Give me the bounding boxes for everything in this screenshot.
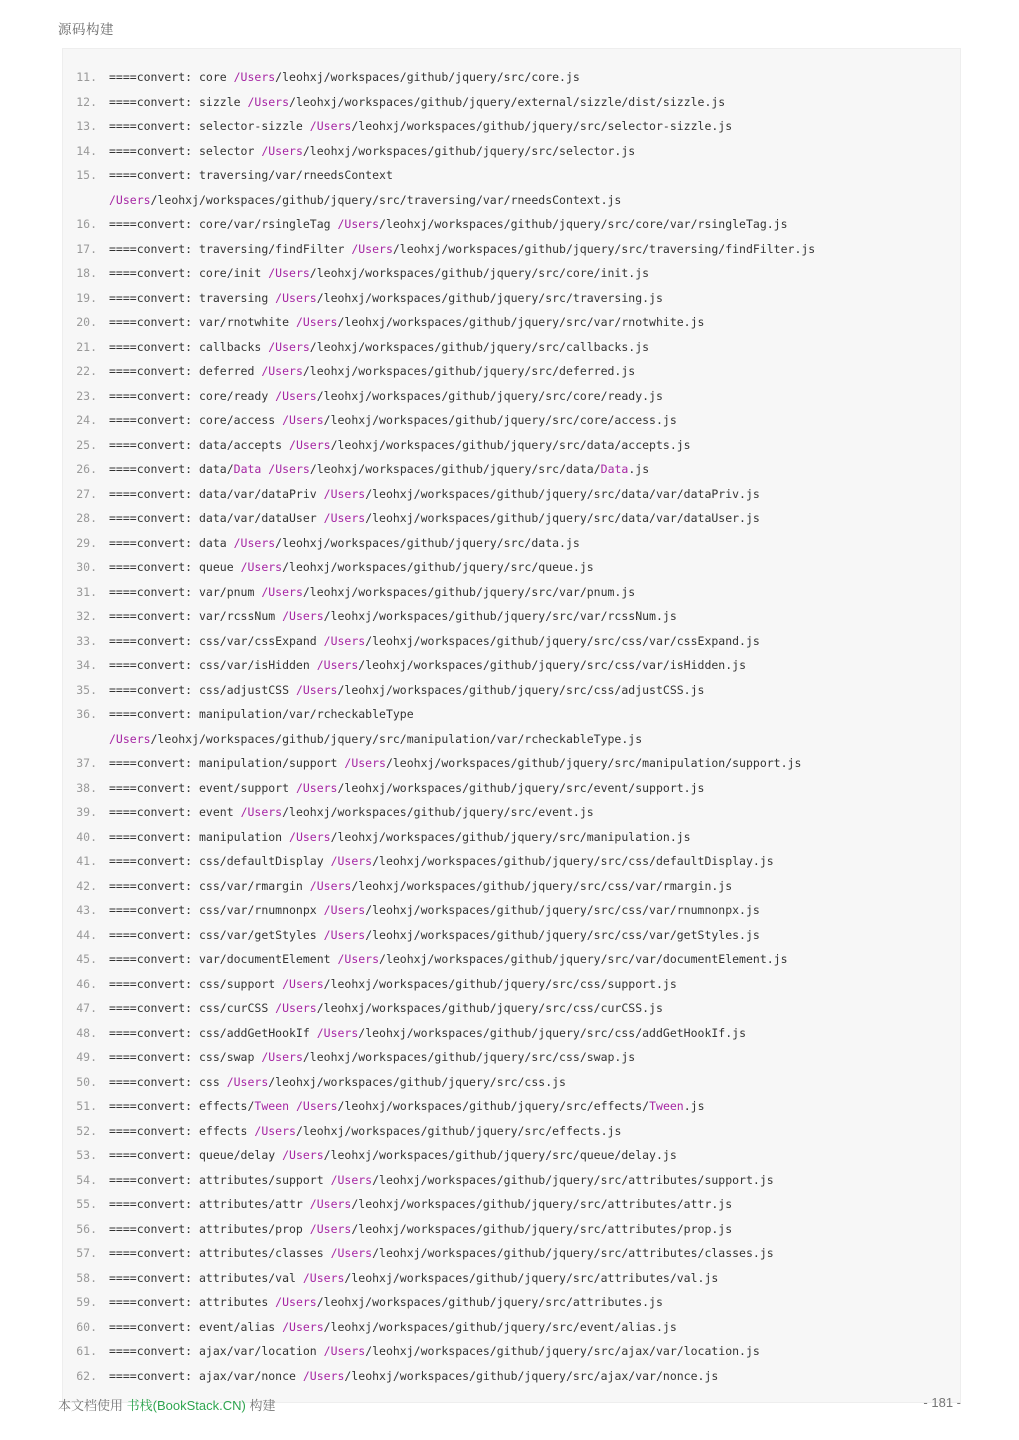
- code-line: [63, 212, 960, 237]
- code-line: [63, 408, 960, 433]
- code-token: /Users: [351, 241, 393, 256]
- page-header: [0, 0, 1019, 37]
- code-line: [63, 163, 960, 188]
- line-number: 26.: [76, 462, 97, 476]
- line-number: 39.: [76, 805, 97, 819]
- code-token: /Users: [261, 584, 303, 599]
- code-line-continuation: [63, 188, 960, 213]
- footer-credit: [58, 1395, 275, 1414]
- code-token: /Users: [254, 1123, 296, 1138]
- line-text: ====convert: ajax/var/nonce /Users/leohxj/workspaces/github/jquery/src/ajax/var/nonce.js: [109, 1368, 719, 1383]
- footer-prefix: 本文档使用: [58, 1398, 127, 1413]
- code-token: /Users: [316, 1025, 359, 1040]
- line-number: 37.: [76, 756, 97, 770]
- line-text: ====convert: data /Users/leohxj/workspaces/github/jquery/src/data.js: [109, 535, 580, 550]
- code-token: /Users: [302, 1270, 345, 1285]
- line-number: 11.: [76, 70, 97, 84]
- line-text: ====convert: traversing/var/rneedsContext: [109, 168, 393, 182]
- code-line: [63, 996, 960, 1021]
- line-number: 22.: [76, 364, 97, 378]
- code-line: [63, 286, 960, 311]
- code-line: [63, 1070, 960, 1095]
- line-number: 23.: [76, 388, 97, 403]
- code-token: Data: [600, 462, 629, 476]
- line-text: ====convert: css/addGetHookIf /Users/leohxj/workspaces/github/jquery/src/css/addGetHookIf.js: [109, 1025, 746, 1040]
- line-number: 28.: [76, 511, 97, 525]
- line-number: 21.: [76, 339, 97, 354]
- code-line: [63, 1290, 960, 1315]
- code-line: [63, 261, 960, 286]
- code-token: /Users: [289, 437, 331, 452]
- line-number: 34.: [76, 658, 97, 672]
- line-text: ====convert: manipulation/support /Users/leohxj/workspaces/github/jquery/src/manipulation/support.js: [109, 756, 802, 770]
- code-token: Data: [233, 462, 262, 476]
- line-number: 29.: [76, 535, 97, 550]
- code-token: /Users: [282, 1319, 324, 1334]
- code-line: [63, 776, 960, 801]
- line-text: ====convert: attributes /Users/leohxj/workspaces/github/jquery/src/attributes.js: [109, 1295, 663, 1309]
- line-number: 44.: [76, 927, 97, 942]
- code-token: /Users: [240, 805, 283, 819]
- line-number: 45.: [76, 952, 97, 966]
- line-text: ====convert: data/var/dataPriv /Users/leohxj/workspaces/github/jquery/src/data/var/dataPriv.js: [109, 486, 760, 501]
- code-token: /Users: [302, 1368, 345, 1383]
- line-number: 61.: [76, 1344, 97, 1358]
- code-token: /Users: [226, 1074, 269, 1089]
- page-number: - 181 -: [923, 1395, 961, 1410]
- line-text: ====convert: traversing /Users/leohxj/workspaces/github/jquery/src/traversing.js: [109, 290, 663, 305]
- code-token: /Users: [337, 952, 380, 966]
- code-token: /Users: [282, 609, 324, 623]
- line-text: ====convert: css /Users/leohxj/workspaces/github/jquery/src/css.js: [109, 1074, 566, 1089]
- line-text: ====convert: var/rnotwhite /Users/leohxj/workspaces/github/jquery/src/var/rnotwhite.js: [109, 315, 705, 329]
- code-token: /Users: [295, 682, 338, 697]
- code-line: [63, 1021, 960, 1046]
- code-token: /Users: [233, 70, 276, 84]
- line-number: 55.: [76, 1197, 97, 1211]
- line-text: ====convert: core/access /Users/leohxj/workspaces/github/jquery/src/core/access.js: [109, 413, 677, 427]
- code-token: /Users: [323, 1344, 366, 1358]
- line-number: 51.: [76, 1099, 97, 1113]
- footer-suffix: 构建: [245, 1398, 276, 1413]
- code-token: /Users: [275, 1001, 317, 1015]
- code-token: /Users: [282, 413, 324, 427]
- line-text: ====convert: attributes/prop /Users/leohxj/workspaces/github/jquery/src/attributes/prop.js: [109, 1221, 733, 1236]
- code-token: /Users: [282, 976, 324, 991]
- line-text: ====convert: sizzle /Users/leohxj/workspaces/github/jquery/external/sizzle/dist/sizzle.js: [109, 94, 726, 109]
- code-token: /Users: [275, 290, 317, 305]
- code-line: [63, 1168, 960, 1193]
- code-token: /Users: [344, 756, 386, 770]
- line-text: ====convert: event /Users/leohxj/workspaces/github/jquery/src/event.js: [109, 805, 594, 819]
- line-number: 12.: [76, 94, 97, 109]
- line-text: ====convert: css/var/cssExpand /Users/leohxj/workspaces/github/jquery/src/css/var/cssExpand.js: [109, 633, 760, 648]
- line-text: ====convert: attributes/support /Users/leohxj/workspaces/github/jquery/src/attributes/support.js: [109, 1172, 774, 1187]
- code-line-continuation: [63, 727, 960, 752]
- line-number: 60.: [76, 1319, 97, 1334]
- line-number: 24.: [76, 413, 97, 427]
- line-text: ====convert: css/var/rmargin /Users/leohxj/workspaces/github/jquery/src/css/var/rmargin.js: [109, 878, 733, 893]
- line-text: ====convert: ajax/var/location /Users/leohxj/workspaces/github/jquery/src/ajax/var/location.js: [109, 1344, 760, 1358]
- code-token: /Users: [323, 486, 366, 501]
- code-token: /Users: [309, 878, 352, 893]
- code-token: /Users: [261, 1050, 303, 1064]
- line-number: 32.: [76, 609, 97, 623]
- line-text: ====convert: data/var/dataUser /Users/leohxj/workspaces/github/jquery/src/data/var/dataUser.js: [109, 511, 760, 525]
- line-text: ====convert: css/adjustCSS /Users/leohxj/workspaces/github/jquery/src/css/adjustCSS.js: [109, 682, 705, 697]
- line-number: 52.: [76, 1123, 97, 1138]
- line-number: 25.: [76, 437, 97, 452]
- line-number: 59.: [76, 1295, 97, 1309]
- line-text: ====convert: attributes/attr /Users/leohxj/workspaces/github/jquery/src/attributes/attr.js: [109, 1197, 733, 1211]
- code-token: /Users: [109, 192, 151, 207]
- line-number: 27.: [76, 486, 97, 501]
- code-line: [63, 139, 960, 164]
- code-token: /Users: [233, 535, 276, 550]
- code-line: [63, 359, 960, 384]
- code-block: [62, 48, 961, 1403]
- code-token: /Users: [275, 1295, 317, 1309]
- line-text: ====convert: css/var/rnumnonpx /Users/leohxj/workspaces/github/jquery/src/css/var/rnumnonpx.js: [109, 903, 760, 917]
- line-number: 36.: [76, 707, 97, 721]
- code-line: [63, 1315, 960, 1340]
- code-token: /Users: [268, 339, 310, 354]
- line-number: 57.: [76, 1246, 97, 1260]
- code-token: /Users: [323, 633, 366, 648]
- code-token: /Users: [109, 731, 151, 746]
- line-text: ====convert: core/var/rsingleTag /Users/leohxj/workspaces/github/jquery/src/core/var/rsingleTag.js: [109, 217, 788, 231]
- line-text: ====convert: css/swap /Users/leohxj/workspaces/github/jquery/src/css/swap.js: [109, 1050, 636, 1064]
- line-text: ====convert: css/defaultDisplay /Users/leohxj/workspaces/github/jquery/src/css/defaultDisplay.js: [109, 854, 774, 868]
- code-token: /Users: [309, 119, 352, 133]
- line-number: 38.: [76, 780, 97, 795]
- line-number: 43.: [76, 903, 97, 917]
- line-text: ====convert: traversing/findFilter /Users/leohxj/workspaces/github/jquery/src/traversing/findFilter.js: [109, 241, 816, 256]
- line-number: 42.: [76, 878, 97, 893]
- code-line: [63, 751, 960, 776]
- code-token: /Users: [323, 903, 366, 917]
- code-token: /Users: [289, 829, 331, 844]
- line-text: ====convert: selector /Users/leohxj/workspaces/github/jquery/src/selector.js: [109, 143, 636, 158]
- line-number: 53.: [76, 1148, 97, 1162]
- code-token: /Users: [323, 511, 366, 525]
- code-token: /Users: [295, 780, 338, 795]
- line-number: 48.: [76, 1025, 97, 1040]
- code-line: [63, 1119, 960, 1144]
- code-line: [63, 874, 960, 899]
- line-text: ====convert: callbacks /Users/leohxj/workspaces/github/jquery/src/callbacks.js: [109, 339, 650, 354]
- code-line: [63, 604, 960, 629]
- line-number: 50.: [76, 1074, 97, 1089]
- line-number: 14.: [76, 143, 97, 158]
- line-number: 40.: [76, 829, 97, 844]
- line-text: ====convert: effects /Users/leohxj/workspaces/github/jquery/src/effects.js: [109, 1123, 622, 1138]
- line-text: ====convert: css/var/getStyles /Users/leohxj/workspaces/github/jquery/src/css/var/getStyles.js: [109, 927, 760, 942]
- code-token: /Users: [282, 1148, 324, 1162]
- line-text: ====convert: attributes/val /Users/leohxj/workspaces/github/jquery/src/attributes/val.js: [109, 1270, 719, 1285]
- line-number: 30.: [76, 560, 97, 574]
- code-token: /Users: [268, 462, 310, 476]
- code-line: [63, 1094, 960, 1119]
- code-line: [63, 384, 960, 409]
- line-text: ====convert: data/Data /Users/leohxj/workspaces/github/jquery/src/data/Data.js: [109, 462, 650, 476]
- line-text: ====convert: data/accepts /Users/leohxj/workspaces/github/jquery/src/data/accepts.js: [109, 437, 691, 452]
- line-number: 56.: [76, 1221, 97, 1236]
- line-text: ====convert: event/support /Users/leohxj/workspaces/github/jquery/src/event/support.js: [109, 780, 705, 795]
- code-token: /Users: [330, 1246, 373, 1260]
- code-token: /Users: [261, 143, 303, 158]
- line-number: 41.: [76, 854, 97, 868]
- code-line: [63, 555, 960, 580]
- line-text: ====convert: deferred /Users/leohxj/workspaces/github/jquery/src/deferred.js: [109, 364, 636, 378]
- line-number: 31.: [76, 584, 97, 599]
- code-line: [63, 629, 960, 654]
- code-token: /Users: [309, 1197, 352, 1211]
- code-line: [63, 237, 960, 262]
- code-token: /Users: [295, 315, 338, 329]
- code-line: [63, 702, 960, 727]
- line-number: 16.: [76, 217, 97, 231]
- line-number: 15.: [76, 168, 97, 182]
- code-token: /Users: [316, 658, 359, 672]
- line-number: 33.: [76, 633, 97, 648]
- code-token: /Users: [268, 266, 310, 280]
- code-line: [63, 335, 960, 360]
- line-text: ====convert: var/pnum /Users/leohxj/workspaces/github/jquery/src/var/pnum.js: [109, 584, 636, 599]
- code-token: /Users: [261, 364, 303, 378]
- line-text: ====convert: css/curCSS /Users/leohxj/workspaces/github/jquery/src/css/curCSS.js: [109, 1001, 663, 1015]
- code-line: [63, 1143, 960, 1168]
- page-title: 源码构建: [58, 22, 114, 37]
- code-line: [63, 923, 960, 948]
- line-text: ====convert: queue /Users/leohxj/workspaces/github/jquery/src/queue.js: [109, 560, 594, 574]
- code-lines: [63, 65, 960, 1388]
- line-text: ====convert: effects/Tween /Users/leohxj/workspaces/github/jquery/src/effects/Tween.js: [109, 1099, 705, 1113]
- line-text: ====convert: manipulation/var/rcheckableType: [109, 707, 414, 721]
- code-line: [63, 947, 960, 972]
- line-text: ====convert: core/init /Users/leohxj/workspaces/github/jquery/src/core/init.js: [109, 266, 650, 280]
- code-line: [63, 800, 960, 825]
- code-line: [63, 1266, 960, 1291]
- code-token: /Users: [240, 560, 283, 574]
- code-token: Tween: [649, 1099, 684, 1113]
- code-line: [63, 65, 960, 90]
- line-text: ====convert: core/ready /Users/leohxj/workspaces/github/jquery/src/core/ready.js: [109, 388, 663, 403]
- code-line: [63, 972, 960, 997]
- code-line: [63, 1241, 960, 1266]
- code-token: Tween: [254, 1099, 290, 1113]
- line-number: 46.: [76, 976, 97, 991]
- line-text: /Users/leohxj/workspaces/github/jquery/src/traversing/var/rneedsContext.js: [109, 192, 622, 207]
- code-line: [63, 506, 960, 531]
- code-line: [63, 580, 960, 605]
- code-line: [63, 482, 960, 507]
- code-line: [63, 653, 960, 678]
- line-text: ====convert: selector-sizzle /Users/leohxj/workspaces/github/jquery/src/selector-sizzle.js: [109, 119, 733, 133]
- line-text: ====convert: var/documentElement /Users/leohxj/workspaces/github/jquery/src/var/documentElement.js: [109, 952, 788, 966]
- code-line: [63, 678, 960, 703]
- code-line: [63, 90, 960, 115]
- line-text: ====convert: var/rcssNum /Users/leohxj/workspaces/github/jquery/src/var/rcssNum.js: [109, 609, 677, 623]
- line-number: 19.: [76, 290, 97, 305]
- line-number: 47.: [76, 1001, 97, 1015]
- code-line: [63, 898, 960, 923]
- code-line: [63, 1339, 960, 1364]
- line-number: 18.: [76, 266, 97, 280]
- code-line: [63, 433, 960, 458]
- line-number: 35.: [76, 682, 97, 697]
- code-token: /Users: [330, 1172, 373, 1187]
- code-token: /Users: [247, 94, 290, 109]
- code-line: [63, 310, 960, 335]
- code-token: /Users: [337, 217, 380, 231]
- code-line: [63, 114, 960, 139]
- code-line: [63, 457, 960, 482]
- line-number: 17.: [76, 241, 97, 256]
- line-text: ====convert: manipulation /Users/leohxj/workspaces/github/jquery/src/manipulation.js: [109, 829, 691, 844]
- line-number: 62.: [76, 1368, 97, 1383]
- code-line: [63, 1217, 960, 1242]
- code-token: /Users: [309, 1221, 352, 1236]
- line-text: /Users/leohxj/workspaces/github/jquery/src/manipulation/var/rcheckableType.js: [109, 731, 643, 746]
- code-line: [63, 1364, 960, 1389]
- code-line: [63, 825, 960, 850]
- code-line: [63, 849, 960, 874]
- line-number: 20.: [76, 315, 97, 329]
- code-token: /Users: [323, 927, 366, 942]
- code-token: /Users: [275, 388, 317, 403]
- code-token: /Users: [295, 1099, 338, 1113]
- code-line: [63, 1045, 960, 1070]
- line-number: 13.: [76, 119, 97, 133]
- code-token: /Users: [330, 854, 373, 868]
- bookstack-link[interactable]: 书栈(BookStack.CN): [126, 1398, 246, 1413]
- line-number: 49.: [76, 1050, 97, 1064]
- line-text: ====convert: event/alias /Users/leohxj/workspaces/github/jquery/src/event/alias.js: [109, 1319, 677, 1334]
- code-line: [63, 531, 960, 556]
- line-text: ====convert: queue/delay /Users/leohxj/workspaces/github/jquery/src/queue/delay.js: [109, 1148, 677, 1162]
- line-text: ====convert: core /Users/leohxj/workspaces/github/jquery/src/core.js: [109, 70, 580, 84]
- line-text: ====convert: css/var/isHidden /Users/leohxj/workspaces/github/jquery/src/css/var/isHidden.js: [109, 658, 746, 672]
- page-footer: [0, 1395, 1019, 1414]
- line-text: ====convert: attributes/classes /Users/leohxj/workspaces/github/jquery/src/attributes/classes.js: [109, 1246, 774, 1260]
- line-number: 58.: [76, 1270, 97, 1285]
- line-number: 54.: [76, 1172, 97, 1187]
- code-line: [63, 1192, 960, 1217]
- line-text: ====convert: css/support /Users/leohxj/workspaces/github/jquery/src/css/support.js: [109, 976, 677, 991]
